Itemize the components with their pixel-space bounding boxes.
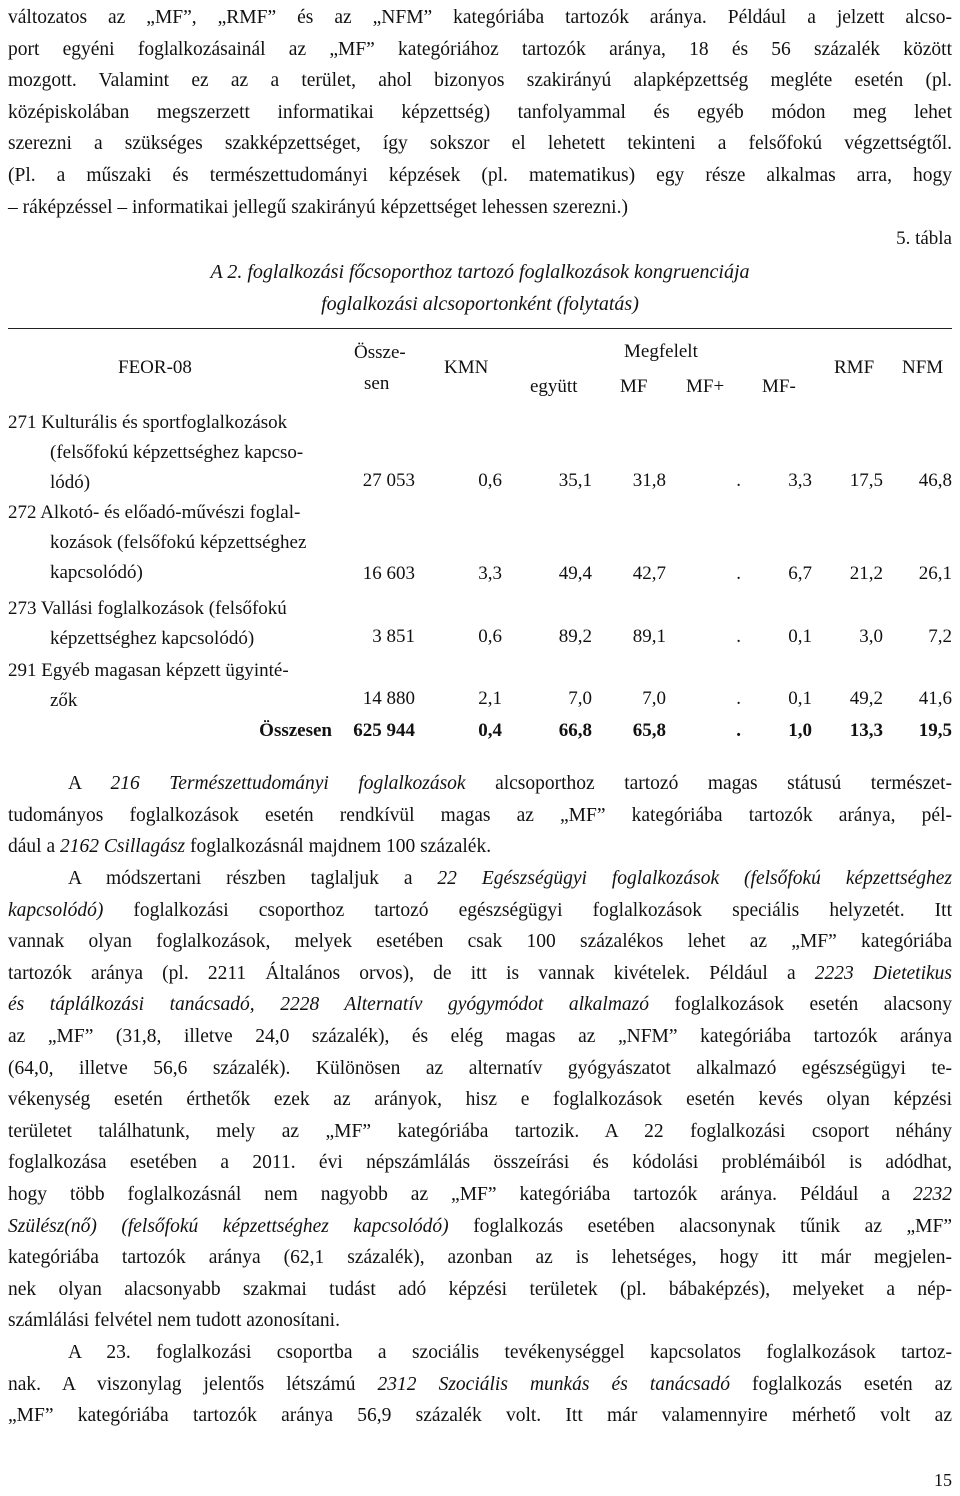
- header-megfelelt: Megfelelt: [624, 341, 698, 362]
- cell-rmf: 3,0: [859, 626, 883, 647]
- row-label-line: 271 Kulturális és sportfoglalkozások: [8, 412, 288, 433]
- cell-mf: 31,8: [632, 470, 666, 491]
- intro-line: középiskolában megszerzett informatikai képzettség) tanfolyammal és egyéb módon meg lehet: [8, 101, 952, 123]
- cell-nfm: 26,1: [918, 563, 952, 584]
- cell-kmn: 0,6: [478, 470, 502, 491]
- intro-line: szerezni a szükséges szakképzettséget, így sokszor el lehetett tekinteni a felsőfokú végzettségtől.: [8, 133, 952, 155]
- table-row-label: [8, 594, 287, 654]
- cell-rmf: 13,3: [849, 720, 883, 741]
- cell-kmn: 2,1: [478, 688, 502, 709]
- header-nfm: NFM: [902, 357, 944, 378]
- total-label: Összesen: [259, 720, 332, 741]
- row-label-line: 273 Vallási foglalkozások (felsőfokú: [8, 598, 287, 619]
- cell-mfminus: 6,7: [788, 563, 812, 584]
- p3-line: nak. A viszonylag jelentős létszámú 2312 Szociális munkás és tanácsadó foglalkozás esetén az: [8, 1373, 952, 1395]
- header-kmn: KMN: [444, 357, 489, 378]
- intro-line: – ráképzéssel – informatikai jellegű szakirányú képzettséget lehessen szerezni.): [8, 196, 628, 218]
- cell-rmf: 21,2: [849, 563, 883, 584]
- row-label-line: képzettséghez kapcsolódó): [50, 628, 255, 649]
- cell-kmn: 0,6: [478, 626, 502, 647]
- cell-mfplus: .: [736, 563, 741, 584]
- cell-nfm: 46,8: [918, 470, 952, 491]
- cell-osszesen: 14 880: [362, 688, 415, 709]
- p1-line: dául a 2162 Csillagász foglalkozásnál majdnem 100 százalék.: [8, 836, 492, 858]
- cell-mf: 7,0: [642, 688, 666, 709]
- p1-line: tudományos foglalkozások esetén rendkívül magas az „MF” kategóriába tartozók aránya, pél-: [8, 804, 952, 826]
- p2-line: foglalkozása esetében a 2011. évi népszámlálás összeírási és kódolási problémáiból is adódhat,: [8, 1152, 952, 1174]
- p2-line: kategóriába tartozók aránya (62,1 százalék), azonban az is lehetséges, hogy itt már megjelen-: [8, 1247, 952, 1269]
- cell-mf: 89,1: [632, 626, 666, 647]
- cell-egyutt: 89,2: [558, 626, 592, 647]
- intro-line: (Pl. a műszaki és természettudományi képzések (pl. matematikus) egy része alkalmas arra, hogy: [8, 164, 952, 186]
- header-mf: MF: [620, 376, 648, 397]
- p2-line: tartozók aránya (pl. 2211 Általános orvos), de itt is vannak kivételek. Például a 2223 Dietetikus: [8, 962, 952, 984]
- cell-rmf: 17,5: [849, 470, 883, 491]
- p2-line: és táplálkozási tanácsadó, 2228 Alternatív gyógymódot alkalmazó foglalkozások esetén alacsony: [8, 994, 953, 1016]
- header-osszesen-1: Össze-: [354, 342, 406, 363]
- header-egyutt: együtt: [530, 376, 578, 397]
- cell-osszesen: 27 053: [362, 470, 415, 491]
- p2-line: számlálási felvétel nem tudott azonosítani.: [8, 1310, 340, 1332]
- p2-line: vékenység esetén érthetők ezek az arányok, hisz e foglalkozások esetén kevés olyan képzési: [8, 1089, 952, 1111]
- row-label-line: 291 Egyéb magasan képzett ügyinté-: [8, 660, 289, 681]
- p2-line: kapcsolódó) foglalkozási csoporthoz tartozó egészségügyi foglalkozások speciális helyzetét. Itt: [8, 899, 952, 921]
- header-feor: FEOR-08: [118, 357, 192, 378]
- cell-mfplus: .: [736, 626, 741, 647]
- cell-nfm: 41,6: [918, 688, 952, 709]
- p2-line: hogy több foglalkozásnál nem nagyobb az „MF” kategóriába tartozók aránya. Például a 2232: [8, 1183, 952, 1205]
- cell-kmn: 3,3: [478, 563, 502, 584]
- intro-paragraph: [8, 2, 952, 223]
- cell-osszesen: 625 944: [353, 720, 415, 741]
- row-label-line: kapcsolódó): [50, 562, 143, 583]
- cell-mf: 42,7: [632, 563, 666, 584]
- cell-egyutt: 35,1: [558, 470, 592, 491]
- cell-egyutt: 66,8: [558, 720, 592, 741]
- p3-line: „MF” kategóriába tartozók aránya 56,9 százalék volt. Itt már valamennyire mérhető volt az: [8, 1405, 952, 1427]
- cell-rmf: 49,2: [849, 688, 883, 709]
- paragraph-23: [8, 1337, 952, 1432]
- page-number: 15: [934, 1470, 952, 1490]
- cell-mfplus: .: [736, 470, 741, 491]
- row-label-line: lódó): [50, 472, 91, 493]
- cell-mfminus: 1,0: [788, 720, 812, 741]
- p2-line: területet találhatunk, mely az „MF” kategóriába tartozik. A 22 foglalkozási csoport néhány: [8, 1120, 952, 1142]
- paragraph-216: [8, 768, 952, 863]
- cell-mf: 65,8: [632, 720, 666, 741]
- cell-mfminus: 0,1: [788, 626, 812, 647]
- p2-line: A módszertani részben taglaljuk a 22 Egészségügyi foglalkozások (felsőfokú képzettséghez: [68, 868, 952, 889]
- cell-nfm: 7,2: [928, 626, 952, 647]
- p2-line: vannak olyan foglalkozások, melyek esetében csak 100 százalékos lehet az „MF” kategóriába: [8, 931, 952, 953]
- p2-line: nek olyan alacsonyabb szakmai tudást adó képzési területek (pl. bábaképzés), melyeket a nép-: [8, 1278, 952, 1300]
- cell-kmn: 0,4: [478, 720, 502, 741]
- header-rmf: RMF: [834, 357, 875, 378]
- row-label-line: kozások (felsőfokú képzettséghez: [50, 532, 307, 553]
- p2-line: (64,0, illetve 56,6 százalék). Különösen az alternatív gyógyászatot alkalmazó egészségügyi te-: [8, 1057, 952, 1079]
- header-mfminus: MF-: [762, 376, 796, 397]
- cell-mfminus: 3,3: [788, 470, 812, 491]
- intro-line: változatos az „MF”, „RMF” és az „NFM” kategóriába tartozók aránya. Például a jelzett alcso-: [8, 7, 952, 28]
- cell-mfplus: .: [736, 688, 741, 709]
- cell-osszesen: 3 851: [372, 626, 415, 647]
- header-mfplus: MF+: [686, 376, 725, 397]
- table-title-line: foglalkozási alcsoportonként (folytatás): [321, 293, 639, 315]
- cell-nfm: 19,5: [918, 720, 952, 741]
- p2-line: az „MF” (31,8, illetve 24,0 százalék), és elég magas az „NFM” kategóriába tartozók aránya: [8, 1025, 952, 1047]
- header-osszesen-2: sen: [364, 373, 390, 394]
- p1-line: A 216 Természettudományi foglalkozások alcsoporthoz tartozó magas státusú természet-: [68, 773, 952, 794]
- cell-egyutt: 7,0: [568, 688, 592, 709]
- paragraph-22: [8, 863, 952, 1337]
- cell-mfminus: 0,1: [788, 688, 812, 709]
- p3-line: A 23. foglalkozási csoportba a szociális tevékenységgel kapcsolatos foglalkozások tartoz-: [68, 1342, 952, 1363]
- table-title-line: A 2. foglalkozási főcsoporthoz tartozó foglalkozások kongruenciája: [210, 261, 750, 283]
- row-label-line: zők: [50, 690, 78, 711]
- row-label-line: 272 Alkotó- és előadó-művészi foglal-: [8, 502, 301, 523]
- intro-line: port egyéni foglalkozásainál az „MF” kategóriához tartozók aránya, 18 és 56 százalék között: [8, 38, 952, 60]
- intro-line: mozgott. Valamint ez az a terület, ahol bizonyos szakirányú alapképzettség megléte esetén (pl.: [8, 70, 952, 92]
- p2-line: Szülész(nő) (felsőfokú képzettséghez kapcsolódó) foglalkozás esetében alacsonynak tűnik az „MF”: [8, 1215, 952, 1237]
- table-top-rule: [8, 328, 952, 329]
- cell-osszesen: 16 603: [362, 563, 415, 584]
- cell-egyutt: 49,4: [558, 563, 592, 584]
- table-row-label: [8, 498, 306, 588]
- cell-mfplus: .: [736, 720, 741, 741]
- table-row-label: [8, 656, 289, 716]
- table-row-label: [8, 408, 303, 498]
- table-title: [0, 256, 960, 320]
- table-number: 5. tábla: [896, 228, 952, 249]
- row-label-line: (felsőfokú képzettséghez kapcso-: [50, 442, 304, 463]
